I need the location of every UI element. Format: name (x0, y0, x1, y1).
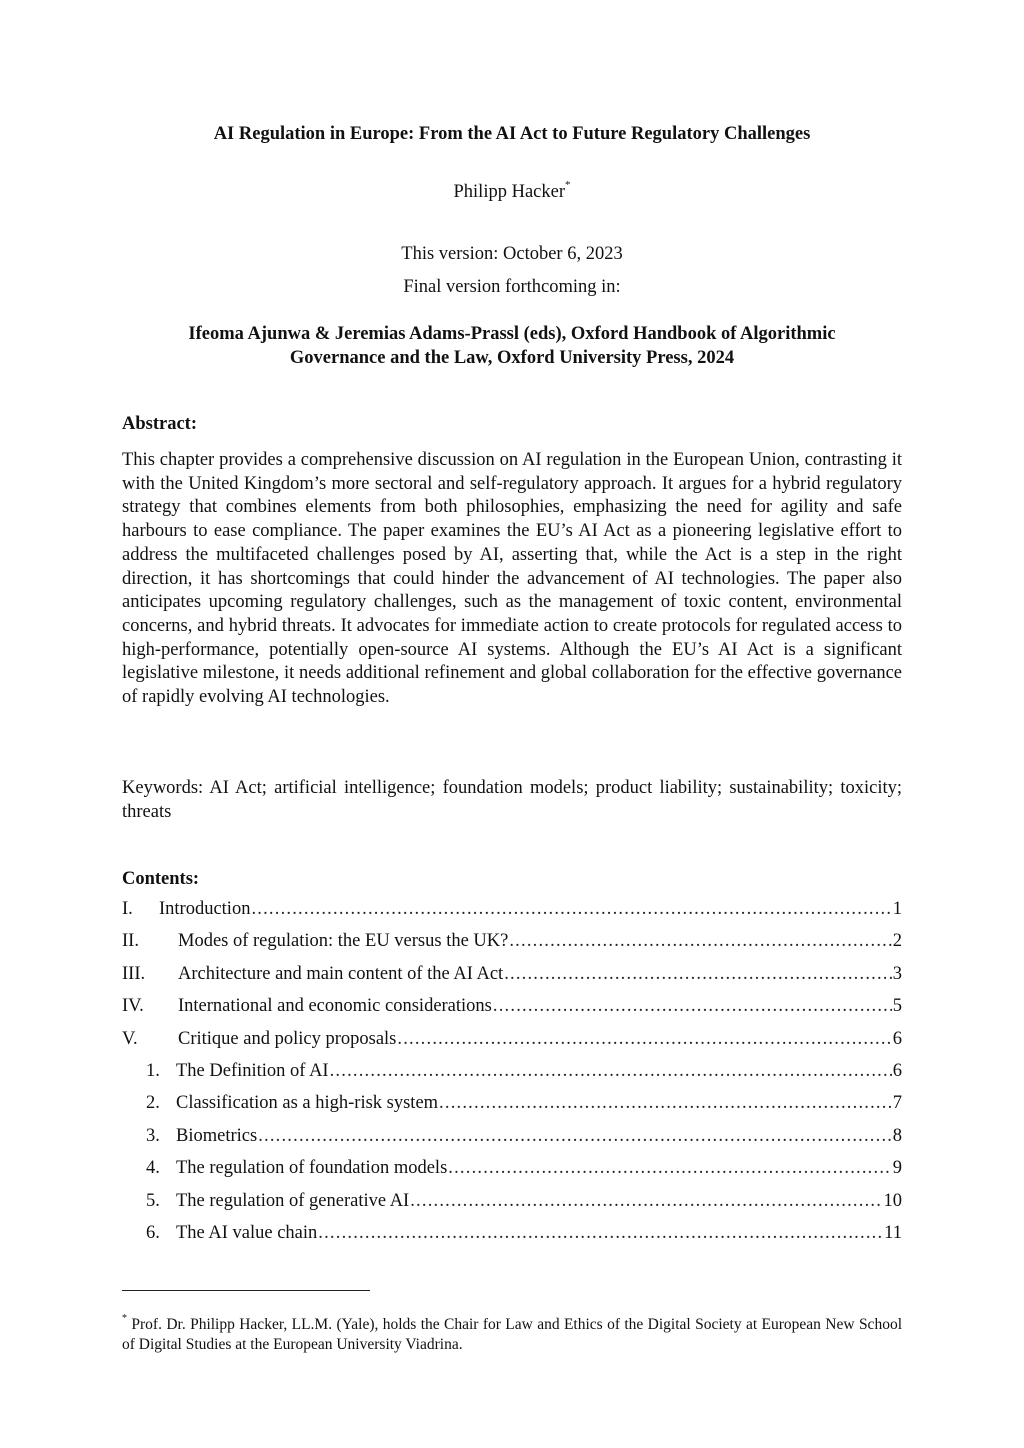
author-footnote-marker[interactable]: * (565, 179, 571, 191)
toc-label: Critique and policy proposals (178, 1028, 397, 1049)
toc-entry-modes-of-regulation[interactable] (122, 928, 902, 960)
toc-label: Biometrics (176, 1125, 258, 1146)
toc-leader-dots (318, 1220, 883, 1246)
publication-line-2: Governance and the Law, Oxford University Press, 2024 (289, 348, 735, 368)
toc-label: Architecture and main content of the AI Act (178, 963, 504, 984)
toc-page-number: 2 (892, 931, 902, 952)
toc-number: 4. (146, 1158, 160, 1179)
toc-number: I. (122, 899, 133, 919)
toc-page-number: 1 (892, 899, 902, 919)
table-of-contents (122, 896, 902, 1252)
toc-entry-foundation-models[interactable] (122, 1155, 902, 1187)
author-footnote (122, 1311, 902, 1355)
author-name-text: Philipp Hacker (453, 182, 565, 203)
toc-label: The regulation of generative AI (176, 1190, 410, 1211)
toc-entry-definition-of-ai[interactable] (122, 1058, 902, 1090)
toc-entry-architecture[interactable] (122, 961, 902, 993)
version-date: This version: October 6, 2023 (401, 244, 623, 264)
toc-entry-international[interactable] (122, 993, 902, 1025)
toc-leader-dots (397, 1026, 891, 1052)
toc-entry-value-chain[interactable] (122, 1220, 902, 1252)
contents-heading: Contents: (122, 869, 200, 889)
toc-entry-high-risk[interactable] (122, 1090, 902, 1122)
toc-leader-dots (258, 1123, 892, 1149)
toc-label: International and economic considerations (178, 996, 492, 1017)
footnote-separator (122, 1290, 370, 1291)
toc-label: Classification as a high-risk system (176, 1093, 439, 1114)
publication-info (0, 322, 1024, 370)
toc-number: 5. (146, 1190, 160, 1211)
toc-label: Modes of regulation: the EU versus the UK? (178, 931, 509, 952)
toc-number: 2. (146, 1093, 160, 1114)
toc-entry-critique[interactable] (122, 1026, 902, 1058)
toc-leader-dots (330, 1058, 892, 1084)
keywords: Keywords: AI Act; artificial intelligence; foundation models; product liability; sustainability; toxicity; threats (122, 778, 902, 822)
toc-leader-dots (410, 1188, 882, 1214)
toc-page-number: 10 (883, 1190, 902, 1211)
toc-number: 6. (146, 1222, 160, 1243)
toc-page-number: 8 (892, 1125, 902, 1146)
toc-page-number: 11 (884, 1222, 902, 1243)
toc-number: V. (122, 1028, 138, 1049)
toc-page-number: 6 (892, 1028, 902, 1049)
toc-number: II. (122, 931, 139, 952)
toc-number: 1. (146, 1060, 160, 1081)
abstract-body: This chapter provides a comprehensive discussion on AI regulation in the European Union, contrasting it with the United Kingdom’s more sectoral and self-regulatory approach. It argues for a hybrid regulatory strategy that combines elements from both philosophies, emphasizing the need for agility and safe harbours to ease compliance. The paper examines the EU’s AI Act as a pioneering legislative effort to address the multifaceted challenges posed by AI, asserting that, while the Act is a step in the right direction, it has shortcomings that could hinder the advancement of AI technologies. The paper also anticipates upcoming regulatory challenges, such as the management of toxic content, environmental concerns, and hybrid threats. It advocates for immediate action to create protocols for regulated access to high-performance, potentially open-source AI systems. Although the EU’s AI Act is a significant legislative milestone, it needs additional refinement and global collaboration for the effective governance of rapidly evolving AI technologies. (122, 450, 902, 708)
toc-number: 3. (146, 1125, 160, 1146)
forthcoming-note: Final version forthcoming in: (403, 277, 621, 297)
toc-label: The regulation of foundation models (176, 1158, 448, 1179)
toc-entry-introduction[interactable] (122, 896, 902, 928)
toc-label: The Definition of AI (176, 1060, 329, 1081)
toc-leader-dots (509, 928, 891, 954)
toc-leader-dots (448, 1155, 891, 1181)
toc-page-number: 7 (892, 1093, 902, 1114)
toc-number: III. (122, 963, 146, 984)
paper-title: AI Regulation in Europe: From the AI Act to Future Regulatory Challenges (213, 124, 811, 144)
toc-leader-dots (493, 993, 892, 1019)
toc-entry-biometrics[interactable] (122, 1123, 902, 1155)
toc-leader-dots (504, 961, 892, 987)
toc-leader-dots (439, 1090, 892, 1116)
toc-label: The AI value chain (176, 1222, 318, 1243)
footnote-text: Prof. Dr. Philipp Hacker, LL.M. (Yale), holds the Chair for Law and Ethics of the Digital Society at European New School of Digital Studies at the European University Viadrina. (122, 1316, 902, 1354)
footnote-marker: * (122, 1313, 127, 1324)
toc-label: Introduction (159, 899, 251, 919)
publication-line-1: Ifeoma Ajunwa & Jeremias Adams-Prassl (eds), Oxford Handbook of Algorithmic (188, 324, 836, 344)
toc-page-number: 9 (892, 1158, 902, 1179)
toc-page-number: 3 (892, 963, 902, 984)
toc-leader-dots (251, 896, 891, 922)
toc-number: IV. (122, 996, 144, 1017)
author-name (0, 181, 1024, 203)
toc-page-number: 5 (892, 996, 902, 1017)
toc-page-number: 6 (892, 1060, 902, 1081)
abstract-heading: Abstract: (122, 414, 198, 434)
toc-entry-generative-ai[interactable] (122, 1188, 902, 1220)
